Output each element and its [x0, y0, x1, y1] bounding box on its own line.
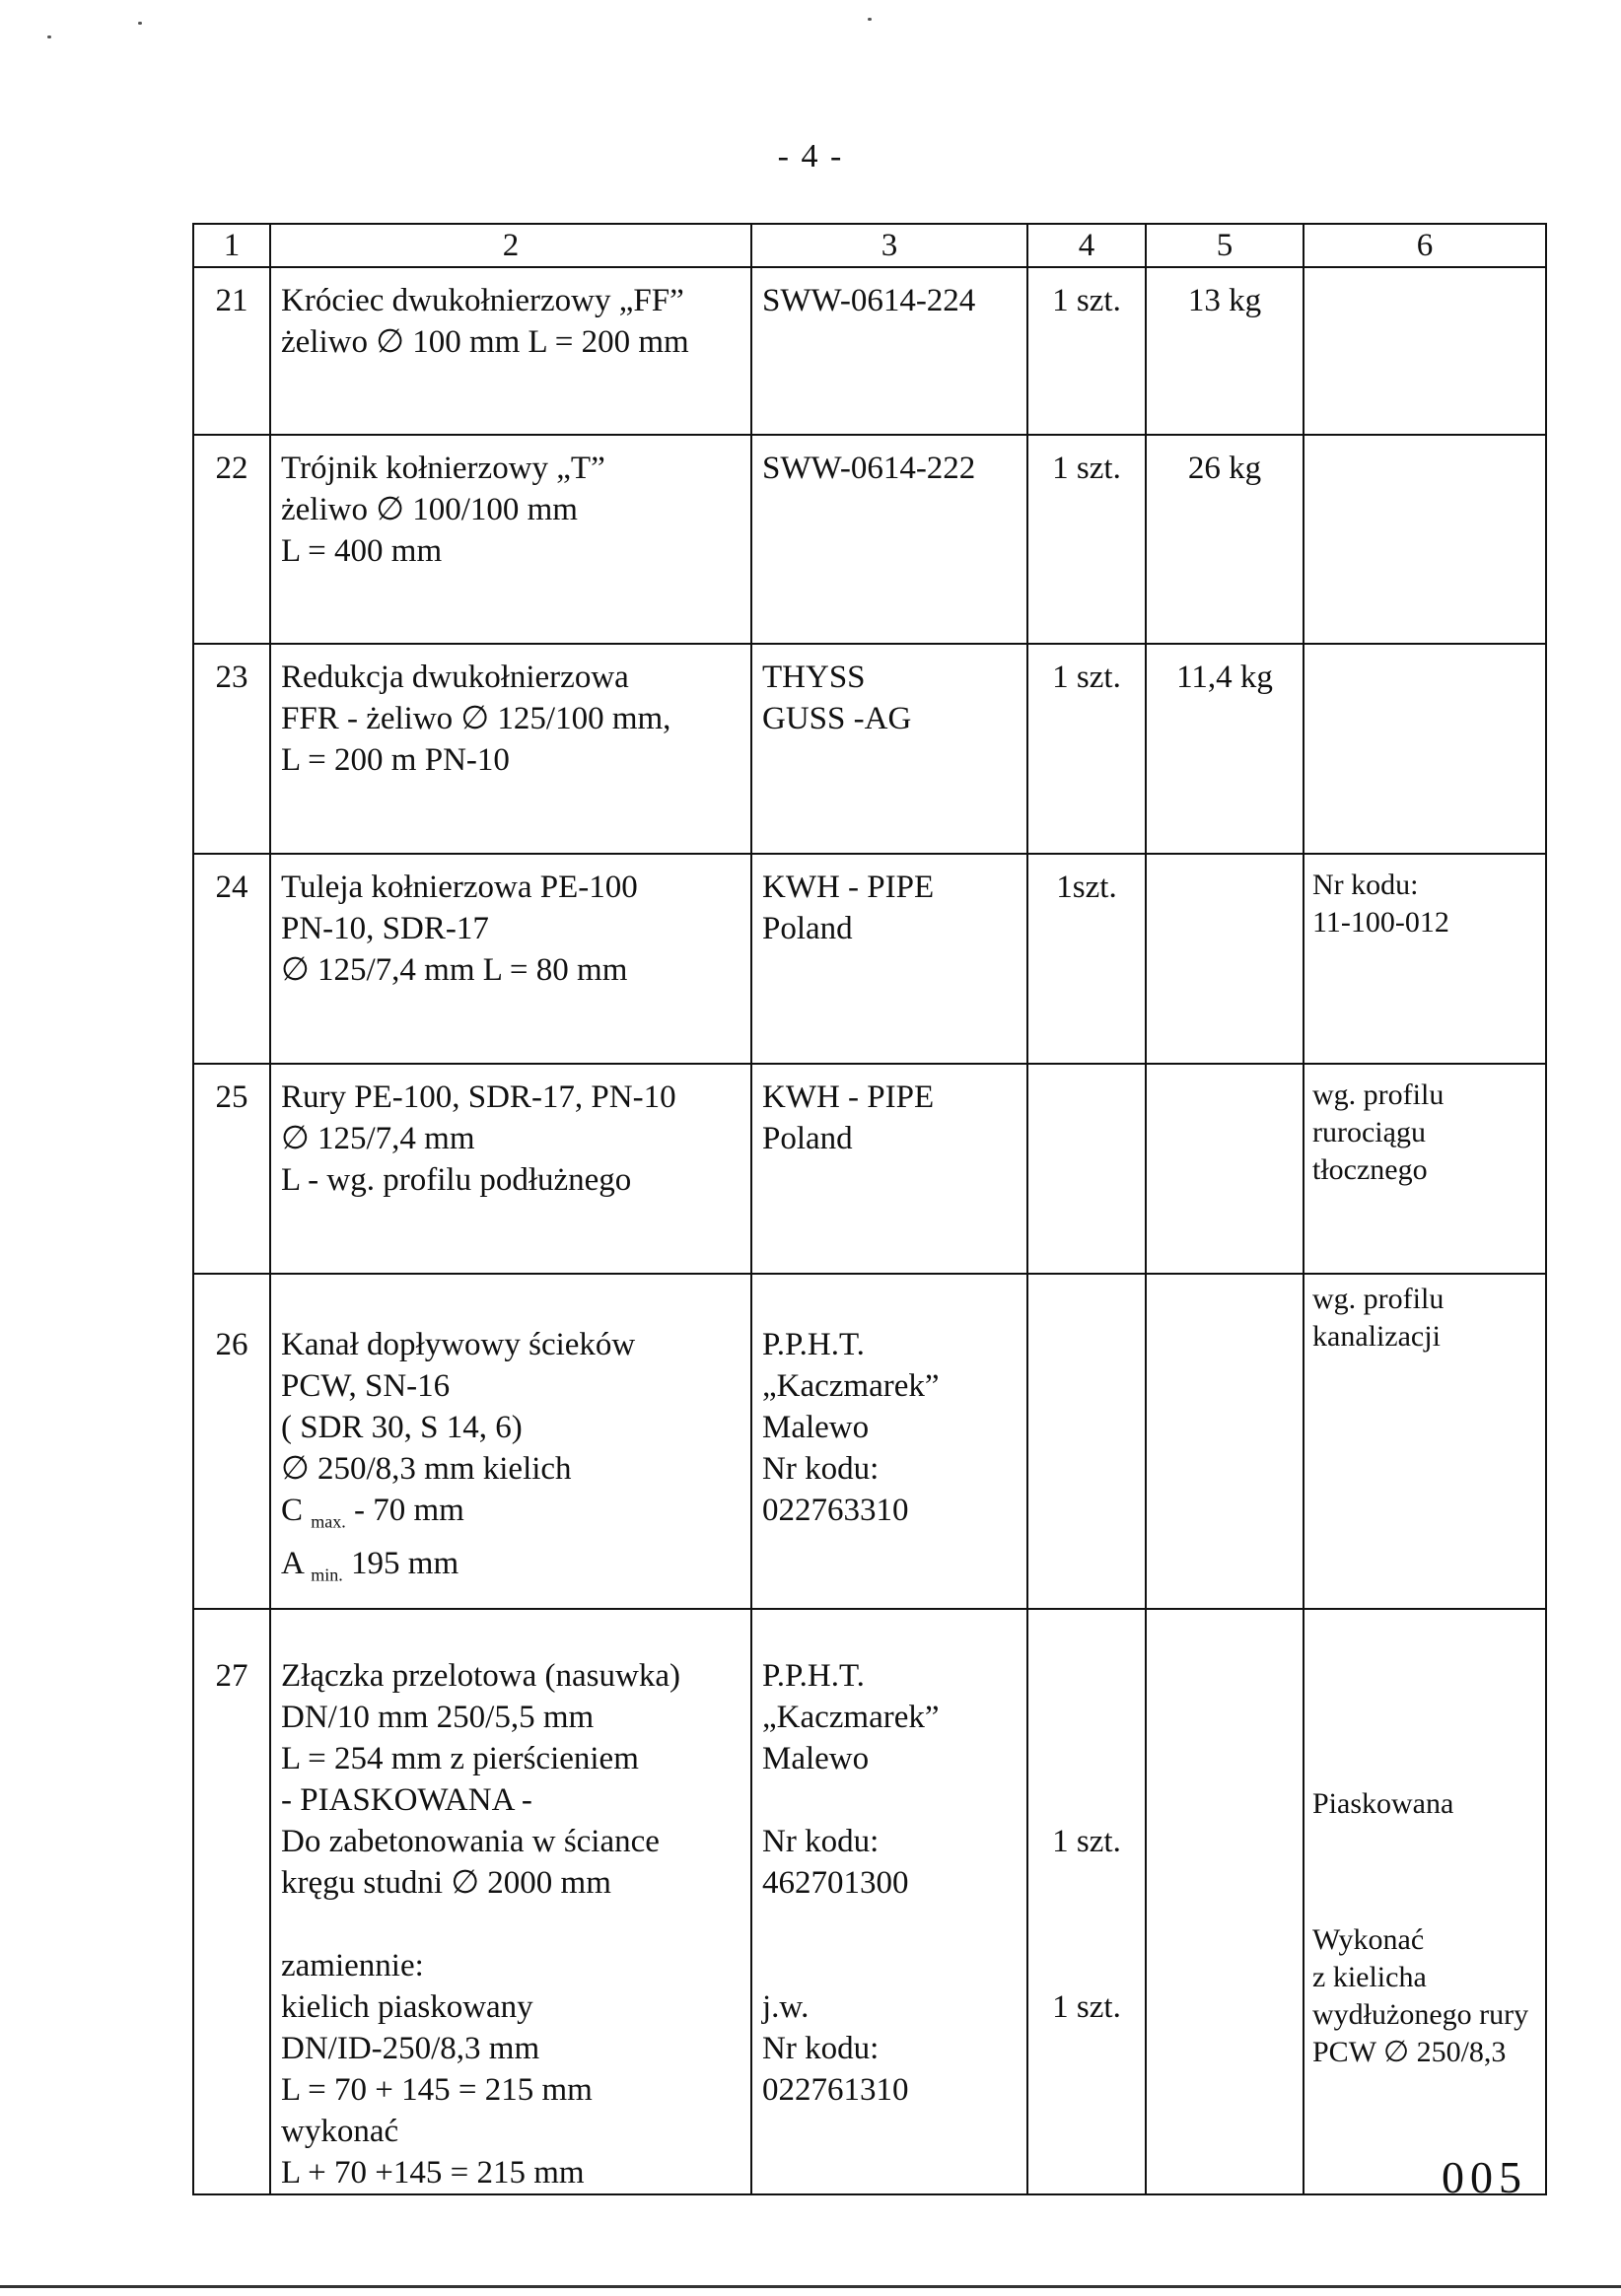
item-description [270, 1064, 751, 1274]
description-line: FFR - żeliwo ∅ 125/100 mm, [281, 701, 671, 736]
description-line [281, 1543, 750, 1596]
notes-line: Nr kodu: [1312, 869, 1419, 901]
description-line: Króciec dwukołnierzowy „FF” [281, 283, 684, 318]
page-number: - 4 - [777, 138, 844, 174]
table-row [193, 435, 1546, 644]
description-line: Złączka przelotowa (nasuwka) [281, 1658, 680, 1694]
notes-line: z kielicha [1312, 1961, 1427, 1993]
spacer [1028, 1862, 1145, 1904]
item-mass: 11,4 kg [1146, 644, 1304, 854]
column-header-3: 3 [751, 224, 1027, 267]
description-line: L - wg. profilu podłużnego [281, 1162, 632, 1198]
a-symbol: A [281, 1545, 304, 1581]
scan-speck [47, 35, 51, 38]
item-notes [1304, 1609, 1546, 2194]
producer-line: Poland [762, 1121, 853, 1156]
column-header-5: 5 [1146, 224, 1304, 267]
item-description [270, 854, 751, 1064]
notes-line: wydłużonego rury [1312, 1998, 1529, 2031]
producer-line: P.P.H.T. [762, 1327, 865, 1362]
item-mass [1146, 1064, 1304, 1274]
producer-line: Nr kodu: [762, 1451, 880, 1487]
producer-line: THYSS [762, 660, 866, 695]
producer-line: „Kaczmarek” [762, 1700, 940, 1735]
description-line: wykonać [281, 2114, 399, 2149]
item-mass: 26 kg [1146, 435, 1304, 644]
description-line: ∅ 125/7,4 mm [281, 1121, 475, 1156]
notes-line: tłocznego [1312, 1153, 1428, 1186]
row-number: 27 [193, 1609, 270, 2194]
description-line: L = 70 + 145 = 215 mm [281, 2072, 593, 2108]
table-row [193, 1609, 1546, 2194]
table-row [193, 644, 1546, 854]
scan-edge-line [0, 2285, 1621, 2288]
spacer [1312, 1738, 1545, 1779]
item-description [270, 1274, 751, 1609]
item-producer [751, 644, 1027, 854]
producer-line: 022761310 [762, 2072, 909, 2108]
spacer [1028, 1779, 1145, 1821]
item-mass: 13 kg [1146, 267, 1304, 435]
description-line: kielich piaskowany [281, 1989, 533, 2025]
item-mass [1146, 1274, 1304, 1609]
item-notes [1304, 267, 1546, 435]
description-line: PCW, SN-16 [281, 1368, 451, 1404]
table-row [193, 1274, 1546, 1609]
row-number: 25 [193, 1064, 270, 1274]
item-quantity: 1 szt. [1027, 435, 1146, 644]
spacer [1312, 1823, 1545, 1921]
description-line: L = 200 m PN-10 [281, 742, 510, 778]
column-header-6: 6 [1304, 224, 1546, 267]
table-header-row [193, 224, 1546, 267]
description-line: kręgu studni ∅ 2000 mm [281, 1865, 611, 1901]
item-description [270, 267, 751, 435]
spacer [1028, 1655, 1145, 1697]
column-header-4: 4 [1027, 224, 1146, 267]
column-header-1: 1 [193, 224, 270, 267]
quantity-line: 1 szt. [1052, 1824, 1121, 1859]
notes-line: wg. profilu [1312, 1078, 1445, 1111]
item-mass [1146, 854, 1304, 1064]
description-line [281, 1490, 750, 1543]
item-mass [1146, 1609, 1304, 2194]
description-line: L = 254 mm z pierścieniem [281, 1741, 639, 1776]
description-line: ∅ 250/8,3 mm kielich [281, 1451, 572, 1487]
spacer [1028, 1945, 1145, 1986]
description-line: zamiennie: [281, 1948, 424, 1983]
item-producer [751, 854, 1027, 1064]
row-number: 23 [193, 644, 270, 854]
item-quantity: 1szt. [1027, 854, 1146, 1064]
producer-line: GUSS -AG [762, 701, 912, 736]
notes-line: Piaskowana [1312, 1787, 1454, 1820]
item-quantity [1027, 1064, 1146, 1274]
spacer [1028, 1738, 1145, 1779]
item-description [270, 644, 751, 854]
description-line: Kanał dopływowy ścieków [281, 1327, 636, 1362]
row-number: 21 [193, 267, 270, 435]
producer-line: j.w. [762, 1989, 810, 2025]
item-quantity [1027, 1274, 1146, 1609]
spacer [1312, 1697, 1545, 1738]
description-line: żeliwo ∅ 100/100 mm [281, 492, 578, 527]
notes-line: 11-100-012 [1312, 906, 1449, 939]
row-number: 26 [193, 1274, 270, 1609]
producer-line: SWW-0614-224 [762, 283, 976, 318]
producer-line: KWH - PIPE [762, 870, 935, 905]
notes-line: wg. profilu [1312, 1283, 1445, 1315]
c-value: - 70 mm [354, 1493, 464, 1528]
producer-line: P.P.H.T. [762, 1658, 865, 1694]
producer-line: Malewo [762, 1410, 870, 1445]
item-producer [751, 267, 1027, 435]
description-line: DN/ID-250/8,3 mm [281, 2031, 540, 2066]
spacer [762, 1779, 1026, 1821]
quantity-line: 1 szt. [1052, 1989, 1121, 2025]
item-quantity: 1 szt. [1027, 644, 1146, 854]
description-line: Trójnik kołnierzowy „T” [281, 451, 605, 486]
item-quantity [1027, 1609, 1146, 2194]
item-notes [1304, 435, 1546, 644]
spacer [1028, 1697, 1145, 1738]
item-notes [1304, 644, 1546, 854]
producer-line: Nr kodu: [762, 2031, 880, 2066]
item-description [270, 1609, 751, 2194]
item-notes [1304, 1274, 1546, 1609]
notes-line: PCW ∅ 250/8,3 [1312, 2036, 1507, 2068]
table-row [193, 1064, 1546, 1274]
description-line: - PIASKOWANA - [281, 1782, 532, 1818]
description-line: PN-10, SDR-17 [281, 911, 489, 946]
description-line: Do zabetonowania w ściance [281, 1824, 660, 1859]
specification-table [192, 223, 1547, 2195]
max-subscript: max. [311, 1511, 346, 1532]
item-description [270, 435, 751, 644]
item-producer [751, 1609, 1027, 2194]
page-stamp: 005 [1442, 2152, 1527, 2202]
producer-line: Nr kodu: [762, 1824, 880, 1859]
item-producer [751, 435, 1027, 644]
item-producer [751, 1064, 1027, 1274]
producer-line: KWH - PIPE [762, 1079, 935, 1115]
producer-line: Malewo [762, 1741, 870, 1776]
scan-speck [868, 18, 872, 21]
spacer [281, 1904, 750, 1945]
notes-line: kanalizacji [1312, 1320, 1441, 1353]
description-line: Tuleja kołnierzowa PE-100 [281, 870, 638, 905]
spacer [1028, 1904, 1145, 1945]
description-line: Redukcja dwukołnierzowa [281, 660, 629, 695]
producer-line: Poland [762, 911, 853, 946]
notes-line: rurociągu [1312, 1116, 1426, 1148]
producer-line: SWW-0614-222 [762, 451, 976, 486]
item-quantity: 1 szt. [1027, 267, 1146, 435]
notes-line: Wykonać [1312, 1923, 1425, 1956]
item-notes [1304, 1064, 1546, 1274]
description-line: L = 400 mm [281, 533, 443, 569]
table-row [193, 267, 1546, 435]
row-number: 22 [193, 435, 270, 644]
table-row [193, 854, 1546, 1064]
description-line: DN/10 mm 250/5,5 mm [281, 1700, 595, 1735]
spacer [762, 1904, 1026, 1986]
c-symbol: C [281, 1493, 304, 1528]
min-subscript: min. [311, 1565, 343, 1585]
description-line: ( SDR 30, S 14, 6) [281, 1410, 523, 1445]
row-number: 24 [193, 854, 270, 1064]
item-producer [751, 1274, 1027, 1609]
producer-line: 022763310 [762, 1493, 909, 1528]
item-notes [1304, 854, 1546, 1064]
description-line: L + 70 +145 = 215 mm [281, 2155, 585, 2191]
column-header-2: 2 [270, 224, 751, 267]
description-line: Rury PE-100, SDR-17, PN-10 [281, 1079, 676, 1115]
a-value: 195 mm [351, 1545, 459, 1581]
producer-line: 462701300 [762, 1865, 909, 1901]
scan-speck [138, 22, 142, 25]
producer-line: „Kaczmarek” [762, 1368, 940, 1404]
description-line: ∅ 125/7,4 mm L = 80 mm [281, 952, 628, 988]
description-line: żeliwo ∅ 100 mm L = 200 mm [281, 324, 689, 360]
spacer [1312, 1655, 1545, 1697]
